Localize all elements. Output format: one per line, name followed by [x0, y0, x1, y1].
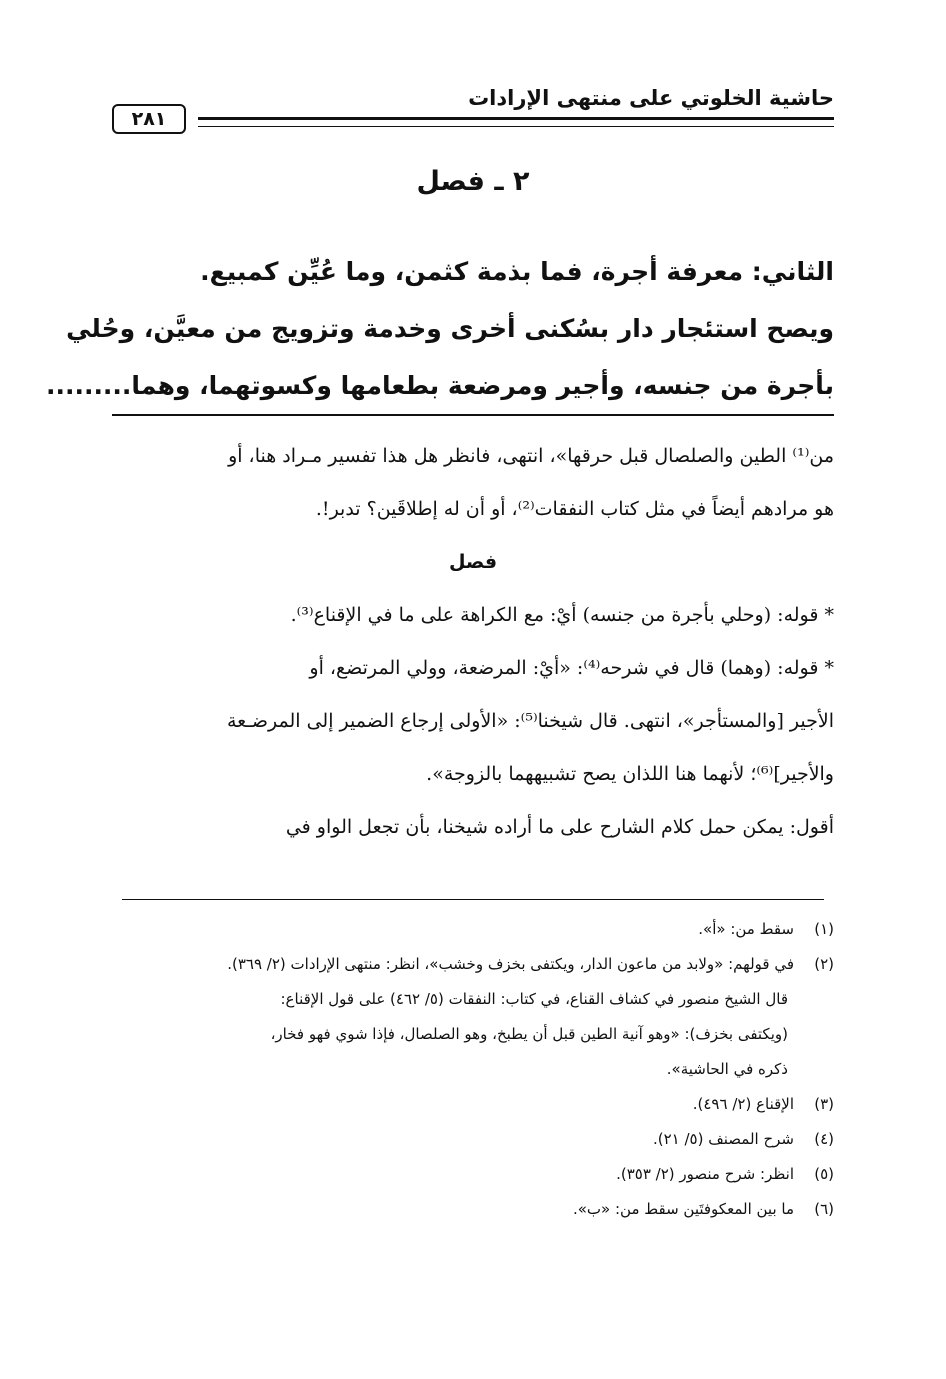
commentary-line: * قوله: (وحلي بأجرة من جنسه) أيْ: مع الكراهة على ما في الإقناع⁽³⁾. — [290, 604, 834, 626]
footnote — [112, 1122, 834, 1157]
footnote-number: (٤) — [814, 1130, 834, 1148]
header-rule — [198, 117, 834, 127]
matn-text — [45, 243, 834, 414]
footnote-text: قال الشيخ منصور في كشاف القناع، في كتاب: النفقات (٥/ ٤٦٢) على قول الإقناع: — [280, 990, 788, 1008]
footnote-continuation — [112, 1052, 834, 1087]
matn-line: ويصح استئجار دار بسُكنى أخرى وخدمة وتزويج من معيَّن، وحُلي — [66, 314, 834, 343]
footnote-text: ذكره في الحاشية». — [666, 1060, 788, 1078]
chapter-title: ٢ ـ فصل — [416, 166, 530, 197]
matn-line: الثاني: معرفة أجرة، فما بذمة كثمن، وما عُيِّن كمبيع. — [200, 257, 834, 286]
footnote — [112, 1192, 834, 1227]
footnote-number: (٣) — [814, 1095, 834, 1113]
section-heading: فصل — [448, 551, 498, 573]
footnote-continuation — [112, 1017, 834, 1052]
footnote-text: ما بين المعكوفتَين سقط من: «ب». — [572, 1200, 794, 1218]
matn-separator-rule — [112, 414, 834, 416]
commentary-text — [112, 430, 834, 854]
footnote-continuation — [112, 982, 834, 1017]
footnote — [112, 912, 834, 947]
footnote — [112, 1087, 834, 1122]
footnote-text: شرح المصنف (٥/ ٢١). — [652, 1130, 794, 1148]
page-header — [112, 86, 834, 132]
footnote-text: في قولهم: «ولابد من ماعون الدار، ويكتفى بخزف وخشب»، انظر: منتهى الإرادات (٢/ ٣٦٩). — [227, 955, 794, 973]
running-title: حاشية الخلوتي على منتهى الإرادات — [468, 86, 834, 110]
footnote-number: (٦) — [814, 1200, 834, 1218]
footnote-number: (٥) — [814, 1165, 834, 1183]
commentary-line: هو مرادهم أيضاً في مثل كتاب النفقات⁽²⁾، أو أن له إطلاقَين؟ تدبر!. — [315, 498, 834, 520]
footnote-text: (ويكتفى بخزف): «وهو آنية الطين قبل أن يطبخ، وهو الصلصال، فإذا شوي فهو فخار، — [270, 1025, 788, 1043]
footnote-text: الإقناع (٢/ ٤٩٦). — [692, 1095, 794, 1113]
footnote-text: سقط من: «أ». — [698, 920, 794, 938]
footnote-text: انظر: شرح منصور (٢/ ٣٥٣). — [616, 1165, 794, 1183]
page-number: ٢٨١ — [112, 104, 186, 134]
footnote — [112, 1157, 834, 1192]
footnote-separator-rule — [122, 899, 824, 900]
footnote — [112, 947, 834, 982]
commentary-line: الأجير [والمستأجر»، انتهى. قال شيخنا⁽⁵⁾: «الأولى إرجاع الضمير إلى المرضـعة — [226, 710, 834, 732]
footnote-number: (٢) — [814, 955, 834, 973]
commentary-line: أقول: يمكن حمل كلام الشارح على ما أراده شيخنا، بأن تجعل الواو في — [285, 816, 834, 838]
commentary-line: من⁽¹⁾ الطين والصلصال قبل حرقها»، انتهى، فانظر هل هذا تفسير مـراد هنا، أو — [228, 445, 834, 467]
commentary-line: والأجير]⁽⁶⁾؛ لأنهما هنا اللذان يصح تشبيههما بالزوجة». — [426, 763, 834, 785]
commentary-line: * قوله: (وهما) قال في شرحه⁽⁴⁾: «أيْ: المرضعة، وولي المرتضع، أو — [309, 657, 834, 679]
footnotes — [112, 912, 834, 1227]
matn-line: بأجرة من جنسه، وأجير ومرضعة بطعامها وكسوتهما، وهما......... — [45, 371, 834, 400]
footnote-number: (١) — [814, 920, 834, 938]
